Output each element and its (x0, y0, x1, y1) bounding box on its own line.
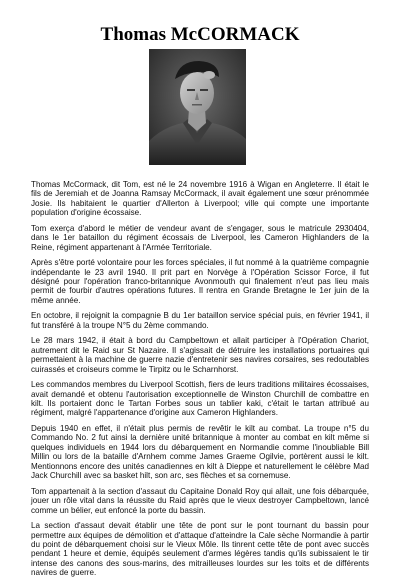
paragraph: En octobre, il rejoignit la compagnie B du 1er bataillon service spécial puis, en février 1941, il fut transféré à la troupe N°5 du 2ème commando. (31, 311, 369, 330)
paragraph: Le 28 mars 1942, il était à bord du Campbeltown et allait participer à l'Opération Chariot, autrement dit le Raid sur St Nazaire. Il s'agissait de détruire les installations portuaires qui permettaient à la machine de guerre nazie d'entretenir ses navires corsaires, ses redoutables cuirassés et croiseurs comme le Tirpitz ou le Scharnhorst. (31, 336, 369, 374)
portrait-illustration (149, 49, 246, 165)
paragraph: Les commandos membres du Liverpool Scottish, fiers de leurs traditions militaires écossaises, avait demandé et obtenu l'autorisation exceptionnelle de Winston Churchill de combattre en kilt. Ils portaient donc le Tartan Forbes sous un tablier kaki, c'était le tartan attribué au régiment, malgré l'appartenance d'origine aux Cameron Highlanders. (31, 380, 369, 418)
portrait-photo (149, 49, 246, 165)
biography-text (31, 180, 369, 584)
page-title: Thomas McCORMACK (100, 24, 300, 45)
paragraph: Après s'être porté volontaire pour les forces spéciales, il fut nommé à la quatrième compagnie indépendante le 23 avril 1940. Il prit part en Norvège à l'Opération Scissor Force, il fut désigné pour l'opération franco-britannique Avonmouth qui finalement n'eut pas lieu mais permit de fourbir d'autres opérations futures. Il rentra en Grande Bretagne le 1er juin de la même année. (31, 258, 369, 305)
paragraph: Depuis 1940 en effet, il n'était plus permis de revêtir le kilt au combat. La troupe n°5 du Commando No. 2 fut ainsi la dernière unité britannique à monter au combat en kilt même si quelques individuels en 1944 lors du débarquement en Normandie comme l'inoubliable Bill Millin ou lors de la bataille d'Arnhem comme James Graeme Ogilvie, portèrent aussi le kilt. Mentionnons encore des unités canadiennes en kilt à Dieppe et naturellement le célèbre Mad Jack Churchill avec sa basket hilt, son arc, ses flèches et sa cornemuse. (31, 424, 369, 481)
paragraph: Tom exerça d'abord le métier de vendeur avant de s'engager, sous le matricule 2930404, dans le 1er bataillon du régiment écossais de Liverpool, les Cameron Highlanders de la Reine, régiment appartenant à l'Armée Territoriale. (31, 223, 369, 252)
paragraph: La section d'assaut devait établir une tête de pont sur le pont tournant du bassin pour permettre aux équipes de démolition et d'attaque d'atteindre la Cale sèche Normandie à partir du point de débarquement choisi sur le Vieux Môle. Ils tinrent cette tête de pont avec succès pendant 1 heure et demie, équipés seulement d'armes légères tandis qu'ils subissaient le tir intense des canons des sous-marins, des mitrailleuses lourdes sur les toits et de différents navires de guerre. (31, 521, 369, 578)
paragraph: Thomas McCormack, dit Tom, est né le 24 novembre 1916 à Wigan en Angleterre. Il était le fils de Jeremiah et de Joanna Ramsay McCormack, il avait également une sœur prénommée Josie. Ils habitaient le quartier d'Allerton à Liverpool; ville qui compte une importante population d'origine écossaise. (31, 180, 369, 218)
paragraph: Tom appartenait à la section d'assaut du Capitaine Donald Roy qui allait, une fois débarquée, jouer un rôle vital dans la réussite du Raid après que le vieux destroyer Campbeltown, lancé comme un bélier, eut enfoncé la porte du bassin. (31, 486, 369, 515)
